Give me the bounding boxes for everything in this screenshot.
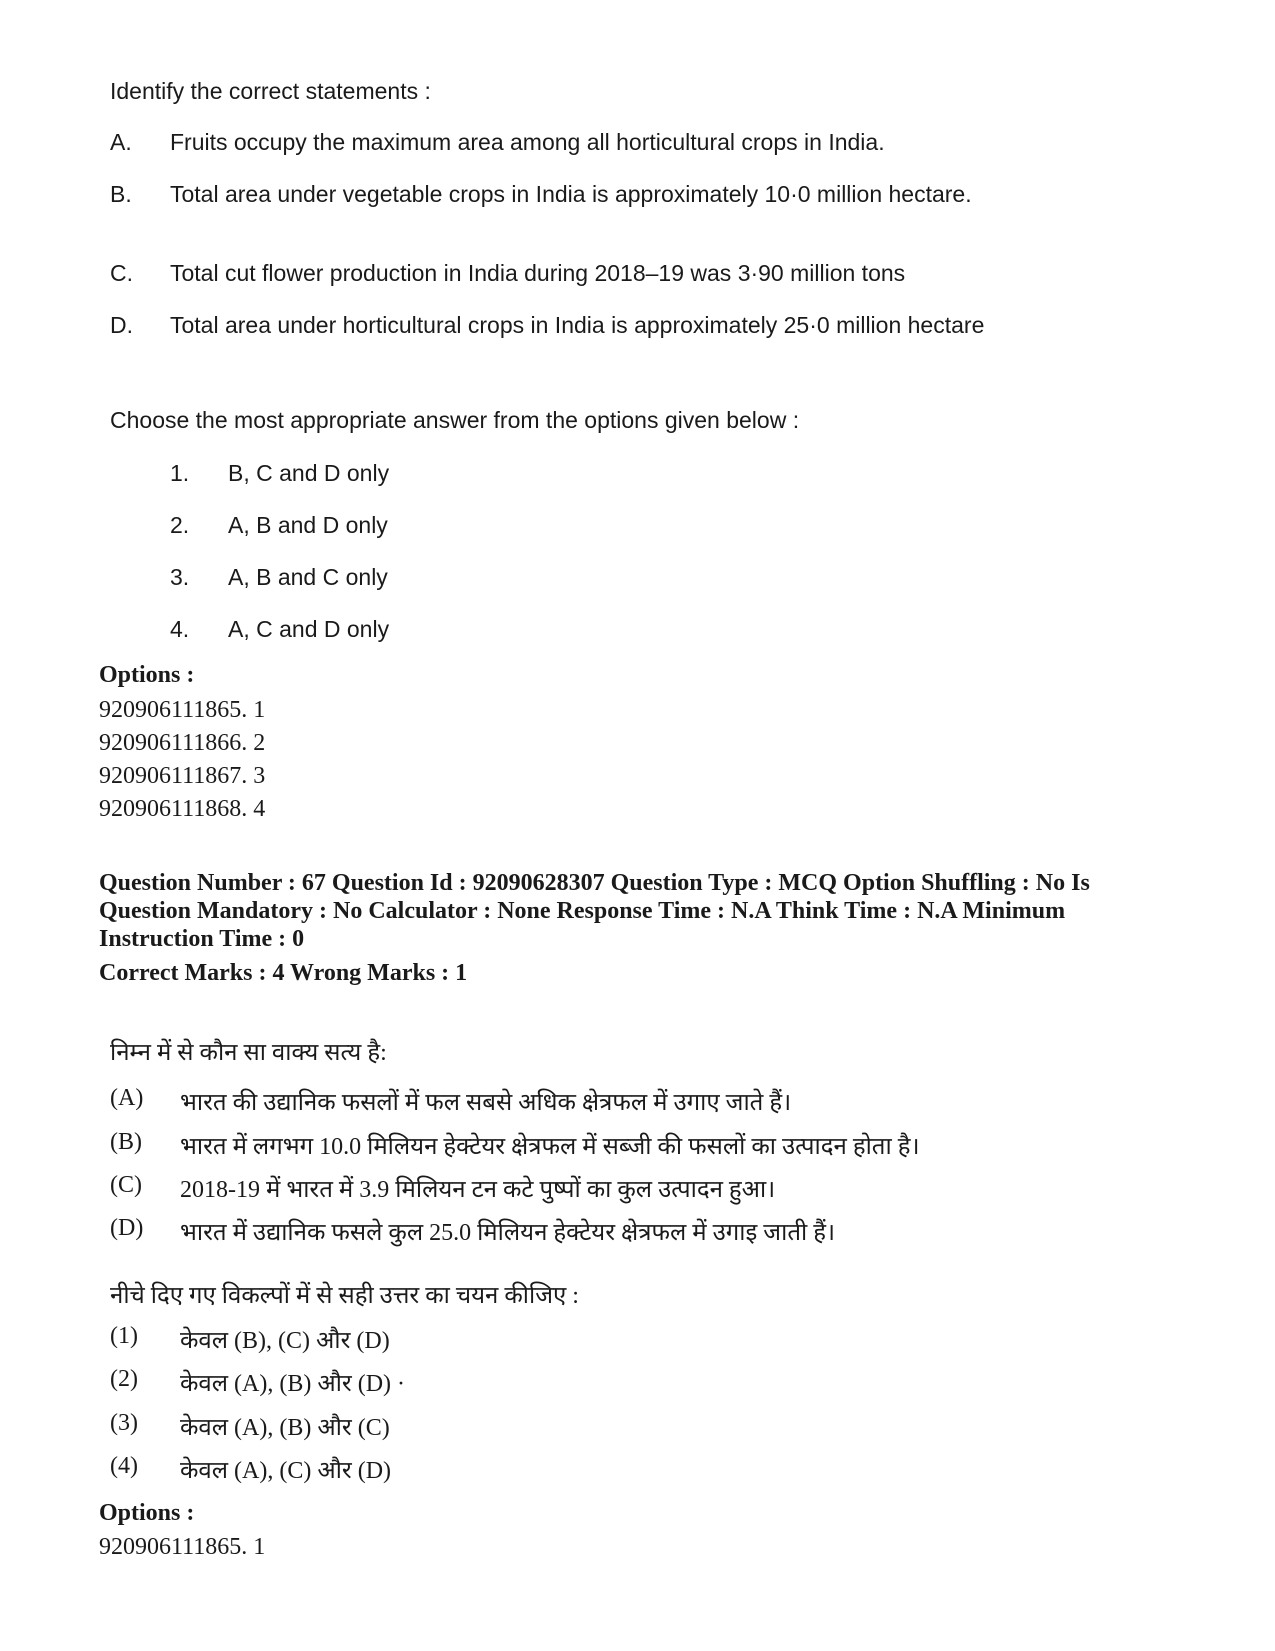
answer-text: A, B and C only [228, 564, 388, 590]
question-meta-line-1: Question Number : 67 Question Id : 92090628307 Question Type : MCQ Option Shuffling : No Is [99, 870, 1090, 896]
statement-label: (B) [110, 1129, 142, 1155]
statement-text: Total area under horticultural crops in India is approximately 25·0 million hectare [170, 312, 985, 338]
question-meta-line-2: Question Mandatory : No Calculator : None Response Time : N.A Think Time : N.A Minimum [99, 898, 1066, 924]
question-marks: Correct Marks : 4 Wrong Marks : 1 [99, 960, 468, 986]
answer-text: केवल (B), (C) और (D) [180, 1328, 390, 1354]
statement-label: (C) [110, 1172, 142, 1198]
answer-number: (2) [110, 1366, 138, 1392]
option-id-line: 920906111866. 2 [99, 730, 266, 756]
answer-text: B, C and D only [228, 460, 390, 486]
hindi-question-heading: निम्न में से कौन सा वाक्य सत्य है: [110, 1040, 387, 1066]
statement-text: Total area under vegetable crops in India is approximately 10·0 million hectare. [170, 181, 972, 207]
question-meta-line-3: Instruction Time : 0 [99, 926, 305, 952]
answer-number: 2. [170, 512, 190, 538]
answer-number: (3) [110, 1410, 138, 1436]
statement-text: Total cut flower production in India during 2018–19 was 3·90 million tons [170, 260, 906, 286]
statement-label: (D) [110, 1215, 144, 1241]
statement-text: भारत में उद्यानिक फसले कुल 25.0 मिलियन हेक्टेयर क्षेत्रफल में उगाइ जाती हैं। [180, 1220, 836, 1246]
option-id-line: 920906111868. 4 [99, 796, 266, 822]
answer-number: 1. [170, 460, 190, 486]
answer-text: A, C and D only [228, 616, 390, 642]
answer-number: (4) [110, 1453, 138, 1479]
options-title: Options : [99, 1500, 195, 1526]
hindi-choose-instruction: नीचे दिए गए विकल्पों में से सही उत्तर का चयन कीजिए : [110, 1283, 579, 1309]
answer-text: केवल (A), (C) और (D) [180, 1458, 392, 1484]
answer-text: केवल (A), (B) और (D) · [180, 1371, 406, 1397]
statement-text: भारत की उद्यानिक फसलों में फल सबसे अधिक क्षेत्रफल में उगाए जाते हैं। [180, 1090, 792, 1116]
statement-label: A. [110, 129, 132, 155]
answer-text: केवल (A), (B) और (C) [180, 1415, 390, 1441]
answer-number: 3. [170, 564, 190, 590]
answer-text: A, B and D only [228, 512, 388, 538]
option-id-line: 920906111865. 1 [99, 697, 266, 723]
statement-label: D. [110, 312, 133, 338]
statement-label: (A) [110, 1085, 144, 1111]
option-id-line: 920906111867. 3 [99, 763, 266, 789]
statement-text: भारत में लगभग 10.0 मिलियन हेक्टेयर क्षेत्रफल में सब्जी की फसलों का उत्पादन होता है। [180, 1134, 920, 1160]
option-id-line: 920906111865. 1 [99, 1534, 266, 1560]
statement-text: 2018-19 में भारत में 3.9 मिलियन टन कटे पुष्पों का कुल उत्पादन हुआ। [180, 1177, 776, 1203]
english-choose-instruction: Choose the most appropriate answer from the options given below : [110, 407, 800, 433]
answer-number: (1) [110, 1323, 138, 1349]
statement-label: C. [110, 260, 133, 286]
answer-number: 4. [170, 616, 190, 642]
statement-label: B. [110, 181, 132, 207]
statement-text: Fruits occupy the maximum area among all horticultural crops in India. [170, 129, 885, 155]
options-title: Options : [99, 662, 195, 688]
english-question-heading: Identify the correct statements : [110, 78, 431, 104]
